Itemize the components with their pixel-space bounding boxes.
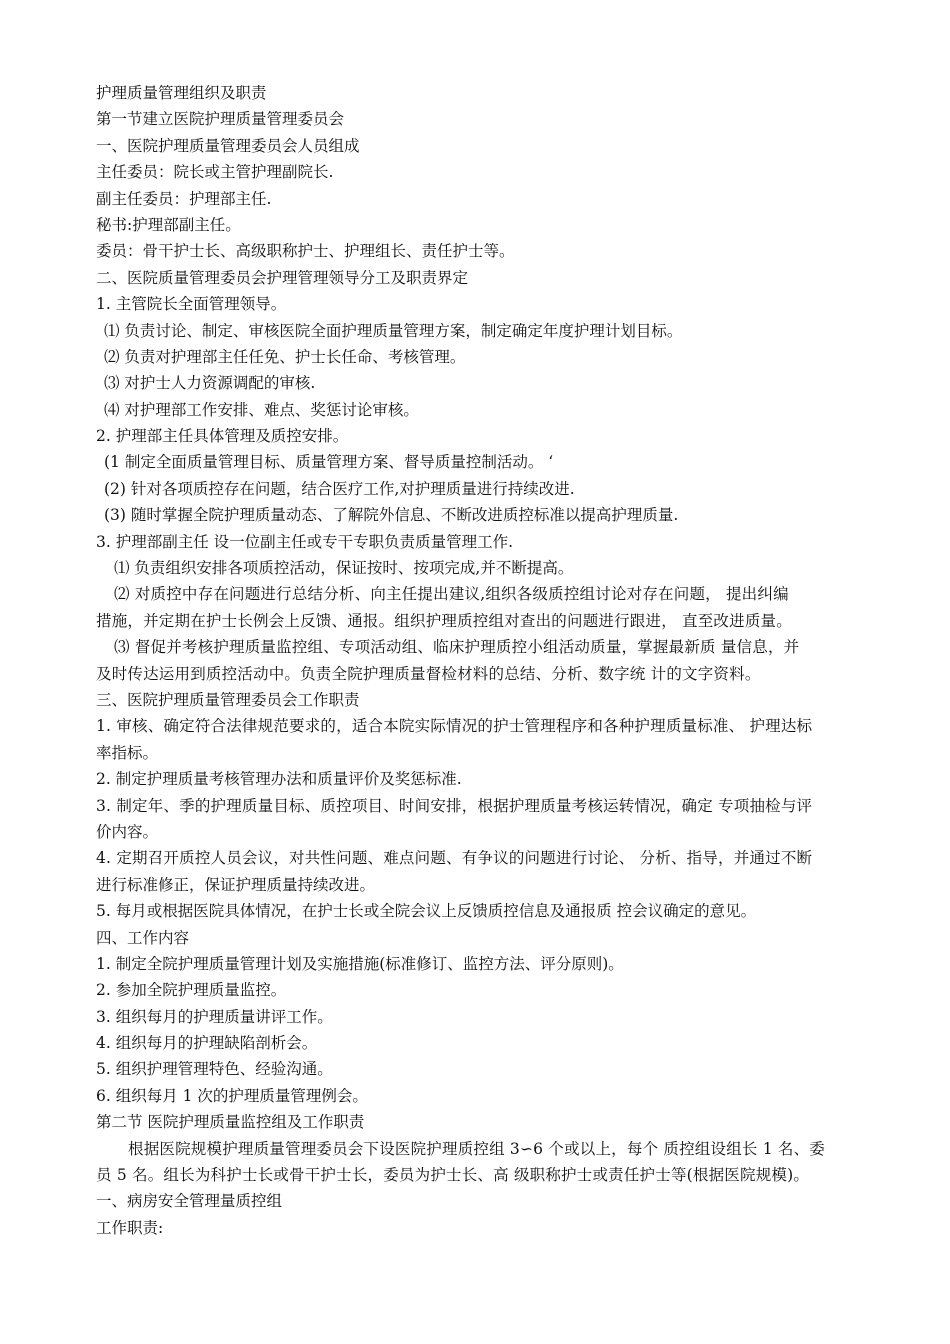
list-item: 2. 护理部主任具体管理及质控安排。	[96, 427, 349, 446]
document-title: 护理质量管理组织及职责	[96, 84, 267, 102]
list-item: 5. 每月或根据医院具体情况，在护士长或全院会议上反馈质控信息及通报质 控会议确定的意见。	[96, 902, 757, 921]
sub-list-item: ⑵ 对质控中存在问题进行总结分析、向主任提出建议,组织各级质控组讨论对存在问题， 提出纠编	[114, 585, 789, 604]
text-line: 主任委员：院长或主管护理副院长.	[96, 163, 334, 182]
list-item: 1. 审核、确定符合法律规范要求的，适合本院实际情况的护士管理程序和各种护理质量标准、 护理达标	[96, 717, 813, 736]
sub-list-item: (3) 随时掌握全院护理质量动态、了解院外信息、不断改进质控标准以提高护理质量.	[104, 506, 679, 525]
paragraph-line: 根据医院规模护理质量管理委员会下设医院护理质控组 3∽6 个或以上，每个 质控组设组长 1 名、委	[128, 1139, 826, 1158]
list-item: 1. 制定全院护理质量管理计划及实施措施(标准修订、监控方法、评分原则)。	[96, 954, 624, 973]
sub-list-item: (2) 针对各项质控存在问题，结合医疗工作,对护理质量进行持续改进.	[104, 479, 575, 498]
text-line-continued: 价内容。	[96, 822, 159, 841]
sub-list-item: ⑴ 负责组织安排各项质控活动，保证按时、按项完成,并不断提高。	[114, 559, 574, 578]
list-item: 3. 护理部副主任 设一位副主任或专干专职负责质量管理工作.	[96, 532, 514, 551]
list-item: 6. 组织每月 1 次的护理质量管理例会。	[96, 1086, 368, 1105]
subsection-heading: 一、医院护理质量管理委员会人员组成	[96, 136, 360, 155]
sub-list-item: ⑷ 对护理部工作安排、难点、奖惩讨论审核。	[104, 400, 419, 419]
list-item: 2. 制定护理质量考核管理办法和质量评价及奖惩标准.	[96, 770, 462, 789]
list-item: 2. 参加全院护理质量监控。	[96, 981, 287, 1000]
list-item: 1. 主管院长全面管理领导。	[96, 295, 287, 314]
section-heading: 第二节 医院护理质量监控组及工作职责	[96, 1113, 365, 1132]
sub-list-item: ⑶ 对护士人力资源调配的审核.	[104, 374, 316, 393]
text-line-continued: 进行标准修正，保证护理质量持续改进。	[96, 875, 376, 894]
section-heading: 第一节建立医院护理质量管理委员会	[96, 110, 345, 129]
subsection-heading: 四、工作内容	[96, 928, 190, 947]
list-item: 3. 制定年、季的护理质量目标、质控项目、时间安排，根据护理质量考核运转情况，确定 专项抽检与评	[96, 796, 813, 815]
text-line-continued: 及时传达运用到质控活动中。负责全院护理质量督检材料的总结、分析、数字统 计的文字资料。	[96, 664, 761, 683]
sub-list-item: ⑴ 负责讨论、制定、审核医院全面护理质量管理方案，制定确定年度护理计划目标。	[104, 321, 683, 340]
subsection-heading: 二、医院质量管理委员会护理管理领导分工及职责界定	[96, 268, 469, 287]
document-page	[0, 80, 950, 1241]
text-line-continued: 率指标。	[96, 743, 159, 762]
text-line: 秘书:护理部副主任。	[96, 215, 241, 234]
list-item: 4. 组织每月的护理缺陷剖析会。	[96, 1034, 318, 1053]
text-line: 副主任委员：护理部主任.	[96, 189, 272, 208]
sub-list-item: (1 制定全面质量管理目标、质量管理方案、督导质量控制活动。 ‘	[104, 453, 554, 472]
sub-list-item: ⑵ 负责对护理部主任任免、护士长任命、考核管理。	[104, 347, 466, 366]
list-item: 4. 定期召开质控人员会议，对共性问题、难点问题、有争议的问题进行讨论、 分析、指导，并通过不断	[96, 849, 813, 868]
sub-list-item: ⑶ 督促并考核护理质量监控组、专项活动组、临床护理质控小组活动质量，掌握最新质 量信息，并	[114, 638, 800, 657]
text-line-continued: 员 5 名。组长为科护士长或骨干护士长，委员为护士长、高 级职称护士或责任护士等(根据医院规模)。	[96, 1166, 810, 1185]
list-item: 5. 组织护理管理特色、经验沟通。	[96, 1060, 333, 1079]
text-line: 工作职责:	[96, 1218, 164, 1237]
list-item: 3. 组织每月的护理质量讲评工作。	[96, 1007, 333, 1026]
text-line-continued: 措施，并定期在护士长例会上反馈、通报。组织护理质控组对查出的问题进行跟进， 直至改进质量。	[96, 611, 792, 630]
subsection-heading: 三、医院护理质量管理委员会工作职责	[96, 690, 360, 709]
text-line: 委员：骨干护士长、高级职称护士、护理组长、责任护士等。	[96, 242, 515, 261]
subsection-heading: 一、病房安全管理量质控组	[96, 1192, 283, 1211]
